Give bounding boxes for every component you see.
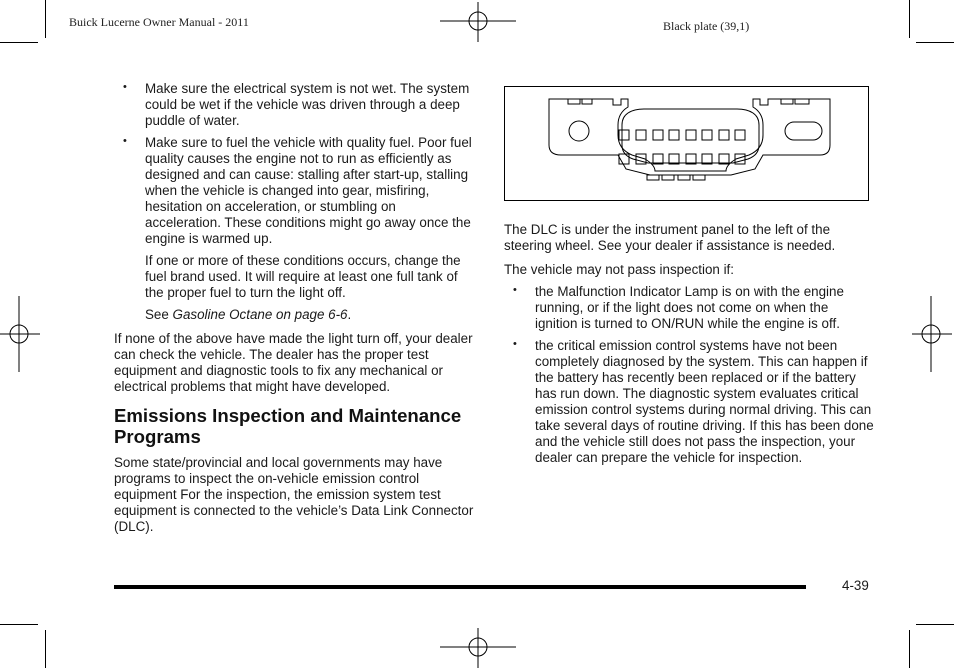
- paragraph: The vehicle may not pass inspection if:: [504, 262, 734, 277]
- list-item: [504, 284, 874, 332]
- bullet-paragraph: If one or more of these conditions occurs, change the fuel brand used. It will require at least one full tank of the proper fuel to turn the light off.: [145, 253, 461, 300]
- bullet-dot: •: [513, 338, 517, 350]
- see-reference-link[interactable]: Gasoline Octane on page 6-6: [172, 307, 348, 322]
- left-column: [114, 81, 474, 535]
- registration-mark-left: [0, 296, 40, 372]
- registration-mark-right: [912, 296, 952, 372]
- list-item: [114, 135, 474, 323]
- list-item: [504, 338, 874, 466]
- registration-mark-top: [440, 2, 516, 42]
- bullet-dot: •: [123, 81, 127, 93]
- bullet-text: Make sure the electrical system is not wet. The system could be wet if the vehicle was driven through a deep puddle of water.: [145, 81, 470, 128]
- footer-rule: [114, 585, 806, 589]
- page-number: 4-39: [842, 578, 869, 593]
- registration-mark-bottom: [440, 628, 516, 668]
- bullet-dot: •: [123, 135, 127, 147]
- see-suffix: .: [347, 307, 352, 322]
- manual-title: Buick Lucerne Owner Manual - 2011: [69, 15, 249, 29]
- section-heading: Emissions Inspection and Maintenance Programs: [114, 405, 462, 447]
- plate-label: Black plate (39,1): [663, 19, 750, 33]
- dlc-illustration: [504, 86, 869, 201]
- paragraph: If none of the above have made the light turn off, your dealer can check the vehicle. The dealer has the proper test equipment and diagnostic tools to fix any mechanical or electrical problems that might have developed.: [114, 331, 473, 394]
- bullet-text: the Malfunction Indicator Lamp is on with the engine running, or if the light does not come on when the ignition is turned to ON/RUN while the engine is off.: [535, 284, 844, 331]
- bullet-text: the critical emission control systems have not been completely diagnosed by the system. This can happen if the battery has recently been replaced or if the battery has run down. The diagnostic system evaluates critical emission control systems during normal driving. This can take several days of routine driving. If this has been done and the vehicle still does not pass the inspection, your dealer can prepare the vehicle for inspection.: [535, 338, 874, 465]
- right-column: [504, 222, 874, 466]
- bullet-text: Make sure to fuel the vehicle with quality fuel. Poor fuel quality causes the engine not to run as efficiently as designed and can cause: stalling after start-up, stalling when the vehicle is changed into gear, misfiring, hesitation on acceleration, or stumbling on acceleration. These conditions might go away once the engine is warmed up.: [145, 135, 472, 246]
- bullet-dot: •: [513, 284, 517, 296]
- see-prefix: See: [145, 307, 173, 322]
- list-item: [114, 81, 474, 129]
- paragraph: Some state/provincial and local governments may have programs to inspect the on-vehicle emission control equipment For the inspection, the emission system test equipment is connected to the vehicle’s Data Link Connector (DLC).: [114, 455, 474, 534]
- paragraph: The DLC is under the instrument panel to the left of the steering wheel. See your dealer if assistance is needed.: [504, 222, 836, 253]
- dlc-connector-icon: [505, 87, 870, 202]
- cross-reference: [145, 307, 474, 323]
